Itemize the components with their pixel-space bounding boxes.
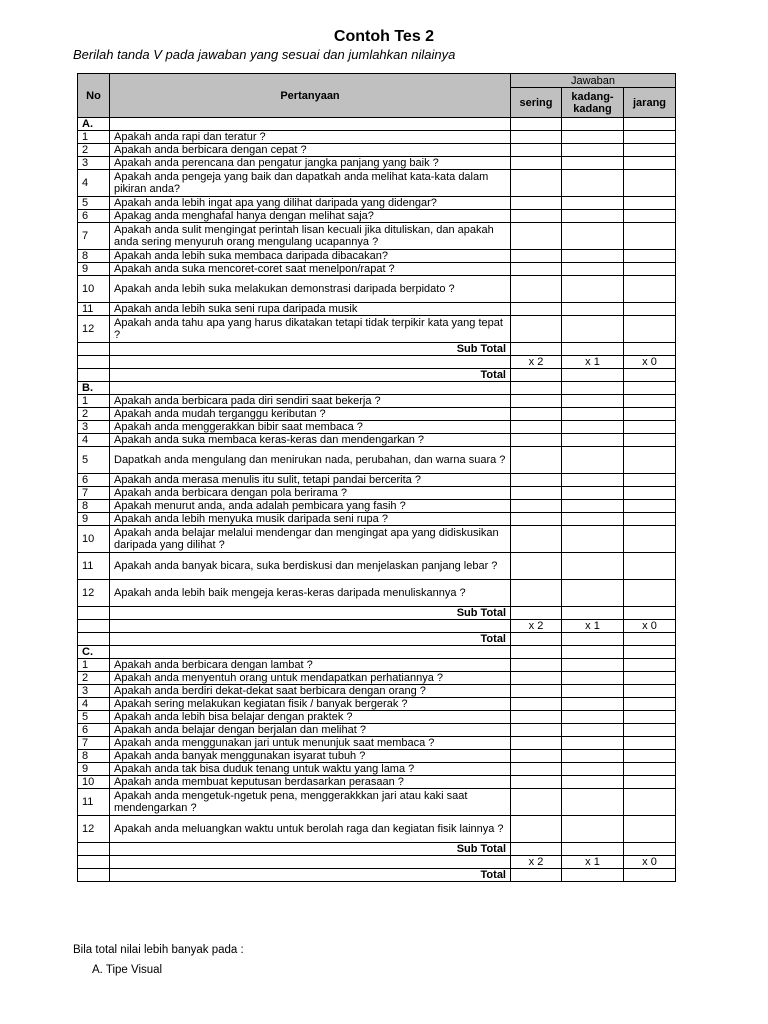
empty-cell	[78, 607, 110, 620]
answer-jarang-cell[interactable]	[624, 447, 676, 474]
answer-kadang-cell[interactable]	[562, 698, 624, 711]
question-text: Apakah anda mengetuk-ngetuk pena, menggerakkkan jari atau kaki saat mendengarkan ?	[110, 789, 511, 816]
question-number: 6	[78, 474, 110, 487]
question-row	[78, 197, 676, 210]
answer-jarang-cell[interactable]	[624, 659, 676, 672]
question-text: Apakah sering melakukan kegiatan fisik / banyak bergerak ?	[110, 698, 511, 711]
answer-jarang-cell[interactable]	[624, 157, 676, 170]
total-label: Total	[110, 869, 511, 882]
answer-sering-cell[interactable]	[511, 395, 562, 408]
answer-sering-cell[interactable]	[511, 659, 562, 672]
total-row	[78, 869, 676, 882]
subtotal-kadang-cell[interactable]	[562, 843, 624, 856]
question-number: 5	[78, 711, 110, 724]
answer-jarang-cell[interactable]	[624, 526, 676, 553]
answer-kadang-cell[interactable]	[562, 316, 624, 343]
question-text: Apakah anda lebih menyuka musik daripada seni rupa ?	[110, 513, 511, 526]
answer-sering-cell[interactable]	[511, 408, 562, 421]
header-sering: sering	[511, 88, 562, 118]
answer-kadang-cell[interactable]	[562, 553, 624, 580]
answer-kadang-cell[interactable]	[562, 197, 624, 210]
answer-sering-cell[interactable]	[511, 447, 562, 474]
empty-cell	[110, 382, 511, 395]
question-text: Apakah anda lebih suka seni rupa daripada musik	[110, 303, 511, 316]
question-row	[78, 659, 676, 672]
question-row	[78, 131, 676, 144]
question-text: Apakah anda pengeja yang baik dan dapatkah anda melihat kata-kata dalam pikiran anda?	[110, 170, 511, 197]
answer-kadang-cell[interactable]	[562, 789, 624, 816]
question-text: Apakah anda berbicara dengan lambat ?	[110, 659, 511, 672]
total-jarang-cell[interactable]	[624, 869, 676, 882]
subtotal-label: Sub Total	[110, 607, 511, 620]
answer-sering-cell[interactable]	[511, 474, 562, 487]
question-number: 1	[78, 395, 110, 408]
question-text: Apakah anda perencana dan pengatur jangka panjang yang baik ?	[110, 157, 511, 170]
answer-kadang-cell[interactable]	[562, 659, 624, 672]
multiplier-jarang: x 0	[624, 856, 676, 869]
multiplier-row	[78, 356, 676, 369]
multiplier-jarang: x 0	[624, 620, 676, 633]
question-text: Apakah anda mudah terganggu keributan ?	[110, 408, 511, 421]
answer-sering-cell[interactable]	[511, 276, 562, 303]
multiplier-sering: x 2	[511, 356, 562, 369]
question-text: Apakah anda tahu apa yang harus dikatakan tetapi tidak terpikir kata yang tepat ?	[110, 316, 511, 343]
question-text: Apakah anda menyentuh orang untuk mendapatkan perhatiannya ?	[110, 672, 511, 685]
question-number: 8	[78, 250, 110, 263]
answer-kadang-cell[interactable]	[562, 276, 624, 303]
question-row	[78, 474, 676, 487]
answer-jarang-cell[interactable]	[624, 724, 676, 737]
answer-sering-cell[interactable]	[511, 421, 562, 434]
answer-sering-cell[interactable]	[511, 223, 562, 250]
subtotal-sering-cell[interactable]	[511, 843, 562, 856]
header-question: Pertanyaan	[110, 74, 511, 118]
empty-cell	[78, 356, 110, 369]
question-number: 2	[78, 144, 110, 157]
answer-sering-cell[interactable]	[511, 250, 562, 263]
section-header-row	[78, 382, 676, 395]
question-row	[78, 672, 676, 685]
answer-kadang-cell[interactable]	[562, 711, 624, 724]
empty-cell	[78, 633, 110, 646]
multiplier-row	[78, 620, 676, 633]
answer-sering-cell[interactable]	[511, 685, 562, 698]
answer-kadang-cell[interactable]	[562, 170, 624, 197]
total-kadang-cell[interactable]	[562, 633, 624, 646]
answer-jarang-cell[interactable]	[624, 250, 676, 263]
total-sering-cell[interactable]	[511, 369, 562, 382]
question-number: 3	[78, 685, 110, 698]
answer-kadang-cell[interactable]	[562, 580, 624, 607]
total-sering-cell[interactable]	[511, 869, 562, 882]
question-number: 2	[78, 408, 110, 421]
question-number: 3	[78, 421, 110, 434]
question-row	[78, 816, 676, 843]
answer-kadang-cell[interactable]	[562, 500, 624, 513]
section-header-row	[78, 646, 676, 659]
question-number: 5	[78, 197, 110, 210]
multiplier-kadang: x 1	[562, 856, 624, 869]
answer-sering-cell[interactable]	[511, 789, 562, 816]
answer-jarang-cell[interactable]	[624, 474, 676, 487]
multiplier-sering: x 2	[511, 620, 562, 633]
question-number: 9	[78, 763, 110, 776]
question-text: Apakah anda menggerakkan bibir saat membaca ?	[110, 421, 511, 434]
empty-cell	[78, 856, 110, 869]
empty-cell	[110, 118, 511, 131]
answer-jarang-cell[interactable]	[624, 434, 676, 447]
question-text: Apakah anda belajar dengan berjalan dan melihat ?	[110, 724, 511, 737]
answer-jarang-cell[interactable]	[624, 170, 676, 197]
question-row	[78, 395, 676, 408]
answer-kadang-cell[interactable]	[562, 672, 624, 685]
question-number: 12	[78, 580, 110, 607]
section-header-sering-cell[interactable]	[511, 382, 562, 395]
answer-sering-cell[interactable]	[511, 553, 562, 580]
answer-kadang-cell[interactable]	[562, 513, 624, 526]
question-text: Apakah anda lebih suka membaca daripada dibacakan?	[110, 250, 511, 263]
multiplier-sering: x 2	[511, 856, 562, 869]
subtotal-row	[78, 607, 676, 620]
footer-type-visual: A. Tipe Visual	[92, 964, 163, 976]
questionnaire-table	[77, 73, 676, 882]
total-sering-cell[interactable]	[511, 633, 562, 646]
answer-kadang-cell[interactable]	[562, 474, 624, 487]
question-row	[78, 500, 676, 513]
answer-jarang-cell[interactable]	[624, 580, 676, 607]
section-header-sering-cell[interactable]	[511, 646, 562, 659]
question-row	[78, 513, 676, 526]
answer-jarang-cell[interactable]	[624, 500, 676, 513]
answer-kadang-cell[interactable]	[562, 131, 624, 144]
question-text: Apakah anda berdiri dekat-dekat saat berbicara dengan orang ?	[110, 685, 511, 698]
multiplier-jarang: x 0	[624, 356, 676, 369]
subtotal-row	[78, 343, 676, 356]
total-kadang-cell[interactable]	[562, 869, 624, 882]
answer-sering-cell[interactable]	[511, 816, 562, 843]
question-number: 4	[78, 434, 110, 447]
multiplier-kadang: x 1	[562, 620, 624, 633]
question-number: 10	[78, 276, 110, 303]
answer-jarang-cell[interactable]	[624, 672, 676, 685]
question-text: Apakah anda lebih bisa belajar dengan praktek ?	[110, 711, 511, 724]
question-number: 7	[78, 737, 110, 750]
question-number: 10	[78, 526, 110, 553]
question-row	[78, 210, 676, 223]
total-jarang-cell[interactable]	[624, 633, 676, 646]
empty-cell	[110, 646, 511, 659]
answer-kadang-cell[interactable]	[562, 395, 624, 408]
section-header-sering-cell[interactable]	[511, 118, 562, 131]
answer-sering-cell[interactable]	[511, 157, 562, 170]
question-row	[78, 526, 676, 553]
answer-kadang-cell[interactable]	[562, 750, 624, 763]
question-row	[78, 750, 676, 763]
answer-kadang-cell[interactable]	[562, 763, 624, 776]
question-row	[78, 724, 676, 737]
question-row	[78, 421, 676, 434]
subtotal-kadang-cell[interactable]	[562, 607, 624, 620]
empty-cell	[78, 843, 110, 856]
total-label: Total	[110, 369, 511, 382]
question-row	[78, 711, 676, 724]
question-number: 1	[78, 131, 110, 144]
answer-sering-cell[interactable]	[511, 131, 562, 144]
answer-jarang-cell[interactable]	[624, 421, 676, 434]
subtotal-label: Sub Total	[110, 343, 511, 356]
answer-kadang-cell[interactable]	[562, 223, 624, 250]
empty-cell	[110, 620, 511, 633]
question-row	[78, 698, 676, 711]
answer-sering-cell[interactable]	[511, 763, 562, 776]
question-text: Apakah anda berbicara dengan cepat ?	[110, 144, 511, 157]
question-text: Apakah anda merasa menulis itu sulit, tetapi pandai bercerita ?	[110, 474, 511, 487]
question-row	[78, 789, 676, 816]
answer-jarang-cell[interactable]	[624, 276, 676, 303]
section-header-jarang-cell[interactable]	[624, 118, 676, 131]
answer-jarang-cell[interactable]	[624, 816, 676, 843]
answer-jarang-cell[interactable]	[624, 513, 676, 526]
empty-cell	[78, 343, 110, 356]
answer-jarang-cell[interactable]	[624, 737, 676, 750]
answer-sering-cell[interactable]	[511, 526, 562, 553]
answer-jarang-cell[interactable]	[624, 789, 676, 816]
question-text: Apakah anda membuat keputusan berdasarkan perasaan ?	[110, 776, 511, 789]
subtotal-sering-cell[interactable]	[511, 343, 562, 356]
question-row	[78, 434, 676, 447]
empty-cell	[78, 869, 110, 882]
question-number: 9	[78, 263, 110, 276]
question-number: 5	[78, 447, 110, 474]
section-label: A.	[78, 118, 110, 131]
answer-kadang-cell[interactable]	[562, 263, 624, 276]
section-label: B.	[78, 382, 110, 395]
question-number: 9	[78, 513, 110, 526]
answer-sering-cell[interactable]	[511, 776, 562, 789]
question-row	[78, 303, 676, 316]
question-number: 8	[78, 500, 110, 513]
answer-kadang-cell[interactable]	[562, 737, 624, 750]
section-header-jarang-cell[interactable]	[624, 646, 676, 659]
answer-kadang-cell[interactable]	[562, 421, 624, 434]
question-text: Apakah anda tak bisa duduk tenang untuk waktu yang lama ?	[110, 763, 511, 776]
subtotal-jarang-cell[interactable]	[624, 607, 676, 620]
question-text: Apakag anda menghafal hanya dengan melihat saja?	[110, 210, 511, 223]
section-header-row	[78, 118, 676, 131]
question-text: Apakah menurut anda, anda adalah pembicara yang fasih ?	[110, 500, 511, 513]
question-text: Apakah anda lebih suka melakukan demonstrasi daripada berpidato ?	[110, 276, 511, 303]
question-number: 2	[78, 672, 110, 685]
subtotal-sering-cell[interactable]	[511, 607, 562, 620]
answer-kadang-cell[interactable]	[562, 724, 624, 737]
question-row	[78, 170, 676, 197]
answer-kadang-cell[interactable]	[562, 144, 624, 157]
question-row	[78, 447, 676, 474]
answer-jarang-cell[interactable]	[624, 711, 676, 724]
instruction-text: Berilah tanda V pada jawaban yang sesuai dan jumlahkan nilainya	[73, 47, 456, 62]
question-row	[78, 763, 676, 776]
question-text: Apakah anda lebih ingat apa yang dilihat daripada yang didengar?	[110, 197, 511, 210]
question-text: Apakah anda berbicara dengan pola berirama ?	[110, 487, 511, 500]
answer-jarang-cell[interactable]	[624, 698, 676, 711]
subtotal-label: Sub Total	[110, 843, 511, 856]
question-number: 11	[78, 553, 110, 580]
answer-jarang-cell[interactable]	[624, 763, 676, 776]
question-row	[78, 408, 676, 421]
answer-kadang-cell[interactable]	[562, 776, 624, 789]
question-text: Apakah anda sulit mengingat perintah lisan kecuali jika dituliskan, dan apakah anda sering menyuruh orang mengulang ucapannya ?	[110, 223, 511, 250]
answer-jarang-cell[interactable]	[624, 223, 676, 250]
section-header-kadang-cell[interactable]	[562, 646, 624, 659]
question-number: 4	[78, 698, 110, 711]
multiplier-kadang: x 1	[562, 356, 624, 369]
question-text: Apakah anda lebih baik mengeja keras-keras daripada menuliskannya ?	[110, 580, 511, 607]
question-number: 1	[78, 659, 110, 672]
empty-cell	[78, 620, 110, 633]
answer-kadang-cell[interactable]	[562, 447, 624, 474]
question-number: 11	[78, 303, 110, 316]
question-number: 12	[78, 316, 110, 343]
answer-kadang-cell[interactable]	[562, 408, 624, 421]
answer-sering-cell[interactable]	[511, 316, 562, 343]
answer-sering-cell[interactable]	[511, 487, 562, 500]
answer-sering-cell[interactable]	[511, 750, 562, 763]
answer-sering-cell[interactable]	[511, 737, 562, 750]
answer-sering-cell[interactable]	[511, 210, 562, 223]
answer-jarang-cell[interactable]	[624, 131, 676, 144]
answer-jarang-cell[interactable]	[624, 553, 676, 580]
answer-sering-cell[interactable]	[511, 500, 562, 513]
question-text: Apakah anda suka mencoret-coret saat menelpon/rapat ?	[110, 263, 511, 276]
multiplier-row	[78, 856, 676, 869]
question-number: 6	[78, 724, 110, 737]
answer-jarang-cell[interactable]	[624, 750, 676, 763]
question-text: Apakah anda banyak menggunakan isyarat tubuh ?	[110, 750, 511, 763]
question-number: 8	[78, 750, 110, 763]
footer-note: Bila total nilai lebih banyak pada :	[73, 944, 244, 956]
header-no: No	[78, 74, 110, 118]
answer-sering-cell[interactable]	[511, 711, 562, 724]
subtotal-jarang-cell[interactable]	[624, 843, 676, 856]
question-number: 7	[78, 223, 110, 250]
subtotal-row	[78, 843, 676, 856]
empty-cell	[110, 356, 511, 369]
question-row	[78, 250, 676, 263]
question-text: Apakah anda berbicara pada diri sendiri saat bekerja ?	[110, 395, 511, 408]
empty-cell	[78, 369, 110, 382]
question-number: 12	[78, 816, 110, 843]
answer-jarang-cell[interactable]	[624, 408, 676, 421]
question-text: Apakah anda belajar melalui mendengar dan mengingat apa yang didiskusikan daripada yang dilihat ?	[110, 526, 511, 553]
question-number: 6	[78, 210, 110, 223]
answer-jarang-cell[interactable]	[624, 316, 676, 343]
answer-jarang-cell[interactable]	[624, 487, 676, 500]
answer-sering-cell[interactable]	[511, 197, 562, 210]
question-row	[78, 263, 676, 276]
question-number: 10	[78, 776, 110, 789]
question-row	[78, 553, 676, 580]
answer-sering-cell[interactable]	[511, 513, 562, 526]
answer-kadang-cell[interactable]	[562, 303, 624, 316]
total-kadang-cell[interactable]	[562, 369, 624, 382]
answer-kadang-cell[interactable]	[562, 434, 624, 447]
answer-jarang-cell[interactable]	[624, 210, 676, 223]
answer-sering-cell[interactable]	[511, 724, 562, 737]
answer-kadang-cell[interactable]	[562, 526, 624, 553]
total-row	[78, 633, 676, 646]
answer-jarang-cell[interactable]	[624, 263, 676, 276]
answer-jarang-cell[interactable]	[624, 395, 676, 408]
section-label: C.	[78, 646, 110, 659]
answer-jarang-cell[interactable]	[624, 303, 676, 316]
answer-sering-cell[interactable]	[511, 144, 562, 157]
subtotal-jarang-cell[interactable]	[624, 343, 676, 356]
answer-jarang-cell[interactable]	[624, 776, 676, 789]
question-text: Apakah anda banyak bicara, suka berdiskusi dan menjelaskan panjang lebar ?	[110, 553, 511, 580]
header-jarang: jarang	[624, 88, 676, 118]
question-row	[78, 685, 676, 698]
question-row	[78, 737, 676, 750]
question-row	[78, 487, 676, 500]
section-header-kadang-cell[interactable]	[562, 382, 624, 395]
answer-sering-cell[interactable]	[511, 263, 562, 276]
answer-kadang-cell[interactable]	[562, 210, 624, 223]
answer-jarang-cell[interactable]	[624, 197, 676, 210]
question-row	[78, 144, 676, 157]
question-row	[78, 223, 676, 250]
subtotal-kadang-cell[interactable]	[562, 343, 624, 356]
answer-sering-cell[interactable]	[511, 303, 562, 316]
answer-kadang-cell[interactable]	[562, 685, 624, 698]
answer-sering-cell[interactable]	[511, 698, 562, 711]
question-number: 4	[78, 170, 110, 197]
total-jarang-cell[interactable]	[624, 369, 676, 382]
answer-sering-cell[interactable]	[511, 170, 562, 197]
header-kadang: kadang-kadang	[562, 88, 624, 118]
question-text: Dapatkah anda mengulang dan menirukan nada, perubahan, dan warna suara ?	[110, 447, 511, 474]
question-text: Apakah anda suka membaca keras-keras dan mendengarkan ?	[110, 434, 511, 447]
question-row	[78, 316, 676, 343]
question-number: 3	[78, 157, 110, 170]
answer-jarang-cell[interactable]	[624, 685, 676, 698]
answer-sering-cell[interactable]	[511, 580, 562, 607]
total-row	[78, 369, 676, 382]
page-title: Contoh Tes 2	[333, 28, 435, 45]
answer-kadang-cell[interactable]	[562, 487, 624, 500]
answer-kadang-cell[interactable]	[562, 250, 624, 263]
question-text: Apakah anda meluangkan waktu untuk berolah raga dan kegiatan fisik lainnya ?	[110, 816, 511, 843]
question-row	[78, 276, 676, 303]
answer-jarang-cell[interactable]	[624, 144, 676, 157]
total-label: Total	[110, 633, 511, 646]
question-text: Apakah anda rapi dan teratur ?	[110, 131, 511, 144]
question-row	[78, 580, 676, 607]
section-header-jarang-cell[interactable]	[624, 382, 676, 395]
answer-kadang-cell[interactable]	[562, 157, 624, 170]
question-number: 11	[78, 789, 110, 816]
answer-sering-cell[interactable]	[511, 434, 562, 447]
answer-kadang-cell[interactable]	[562, 816, 624, 843]
question-text: Apakah anda menggunakan jari untuk menunjuk saat membaca ?	[110, 737, 511, 750]
header-answers: Jawaban	[511, 74, 676, 88]
question-number: 7	[78, 487, 110, 500]
question-row	[78, 157, 676, 170]
question-row	[78, 776, 676, 789]
answer-sering-cell[interactable]	[511, 672, 562, 685]
section-header-kadang-cell[interactable]	[562, 118, 624, 131]
empty-cell	[110, 856, 511, 869]
